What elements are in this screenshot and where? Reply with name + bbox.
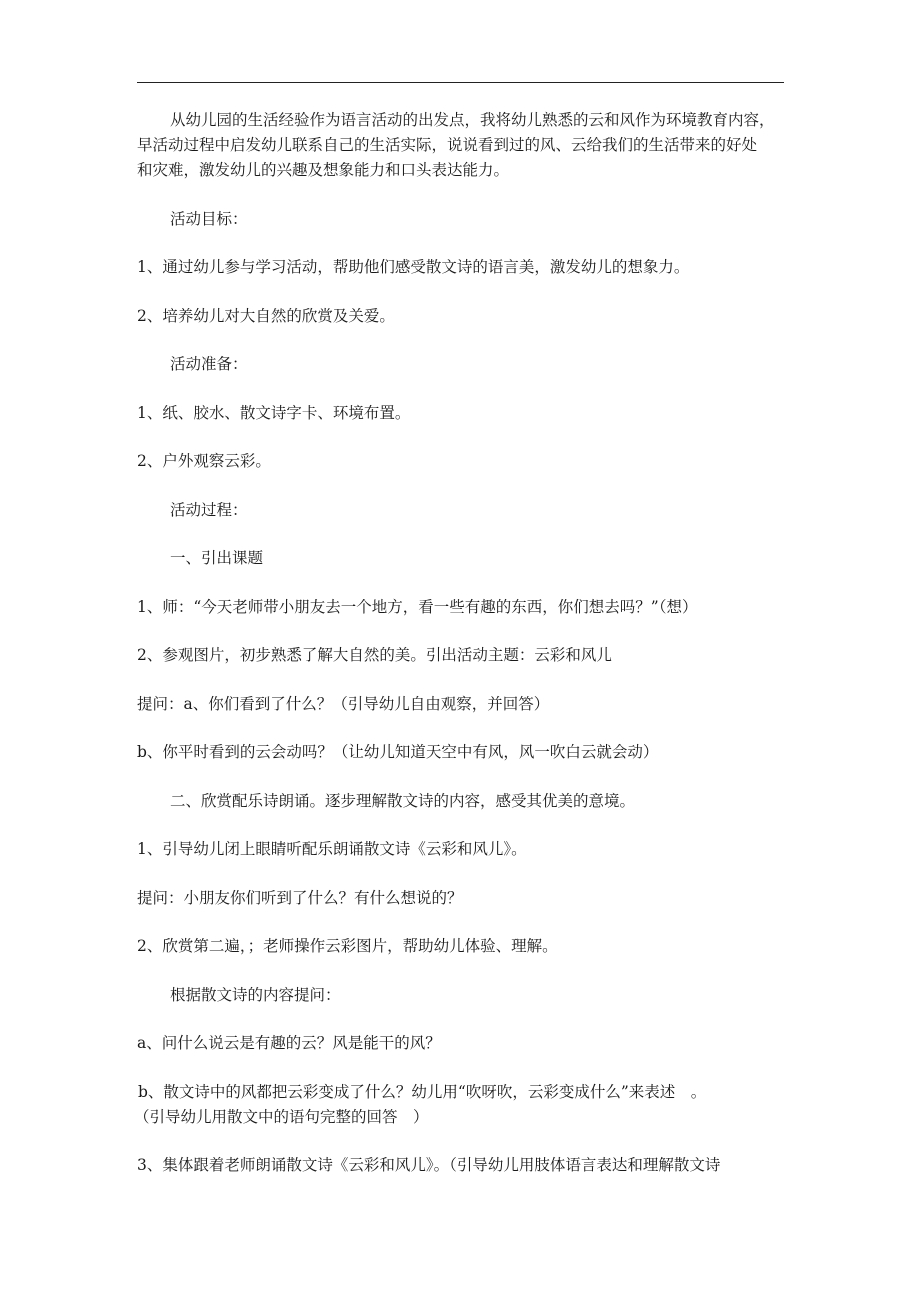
question-b-line-1: b、散文诗中的风都把云彩变成了什么？幼儿用“吹呀吹，云彩变成什么”来表述 。	[138, 1082, 707, 1101]
content-question-b	[134, 1080, 787, 1130]
intro-line-1: 从幼儿园的生活经验作为语言活动的出发点，我将幼儿熟悉的云和风作为环境教育内容，	[170, 111, 775, 129]
header-rule	[137, 82, 784, 83]
question-b-line-2: （引导幼儿用散文中的语句完整的回答 ）	[134, 1107, 429, 1126]
goal-item-1: 1、通过幼儿参与学习活动，帮助他们感受散文诗的语言美，激发幼儿的想象力。	[137, 258, 690, 276]
intro-paragraph	[137, 108, 787, 183]
content-questions-heading: 根据散文诗的内容提问：	[170, 985, 341, 1004]
appreciate-item-2: 2、欣赏第二遍，；老师操作云彩图片，帮助幼儿体验、理解。	[137, 937, 558, 955]
heading-process: 活动过程：	[170, 500, 248, 519]
intro-line-3: 和灾难，激发幼儿的兴趣及想象能力和口头表达能力。	[137, 161, 510, 179]
document-body	[134, 108, 787, 1202]
question-a: 提问：a、你们看到了什么？（引导幼儿自由观察，并回答）	[137, 694, 550, 713]
heading-goals: 活动目标：	[170, 209, 248, 228]
appreciate-question: 提问：小朋友你们听到了什么？有什么想说的？	[137, 888, 463, 907]
process-item-2: 2、参观图片，初步熟悉了解大自然的美。引出活动主题：云彩和风儿	[137, 646, 612, 664]
heading-preparation: 活动准备：	[170, 355, 248, 373]
intro-line-2: 早活动过程中启发幼儿联系自己的生活实际，说说看到过的风、云给我们的生活带来的好处	[137, 136, 758, 154]
content-question-a: a、问什么说云是有趣的云？风是能干的风？	[137, 1034, 441, 1052]
process-item-1: 1、师：“今天老师带小朋友去一个地方，看一些有趣的东西，你们想去吗？”（想）	[137, 597, 698, 616]
section-1-title: 一、引出课题	[170, 549, 264, 567]
recite-item-3: 3、集体跟着老师朗诵散文诗《云彩和风儿》。（引导幼儿用肢体语言表达和理解散文诗	[137, 1156, 721, 1174]
goal-item-2: 2、培养幼儿对大自然的欣赏及关爱。	[137, 306, 395, 325]
appreciate-item-1: 1、引导幼儿闭上眼睛听配乐朗诵散文诗《云彩和风儿》。	[137, 840, 527, 858]
prep-item-2: 2、户外观察云彩。	[137, 452, 271, 470]
prep-item-1: 1、纸、胶水、散文诗字卡、环境布置。	[137, 403, 411, 422]
section-2-title: 二、欣赏配乐诗朗诵。逐步理解散文诗的内容，感受其优美的意境。	[170, 791, 636, 810]
question-b: b、你平时看到的云会动吗？（让幼儿知道天空中有风，风一吹白云就会动）	[137, 743, 659, 761]
